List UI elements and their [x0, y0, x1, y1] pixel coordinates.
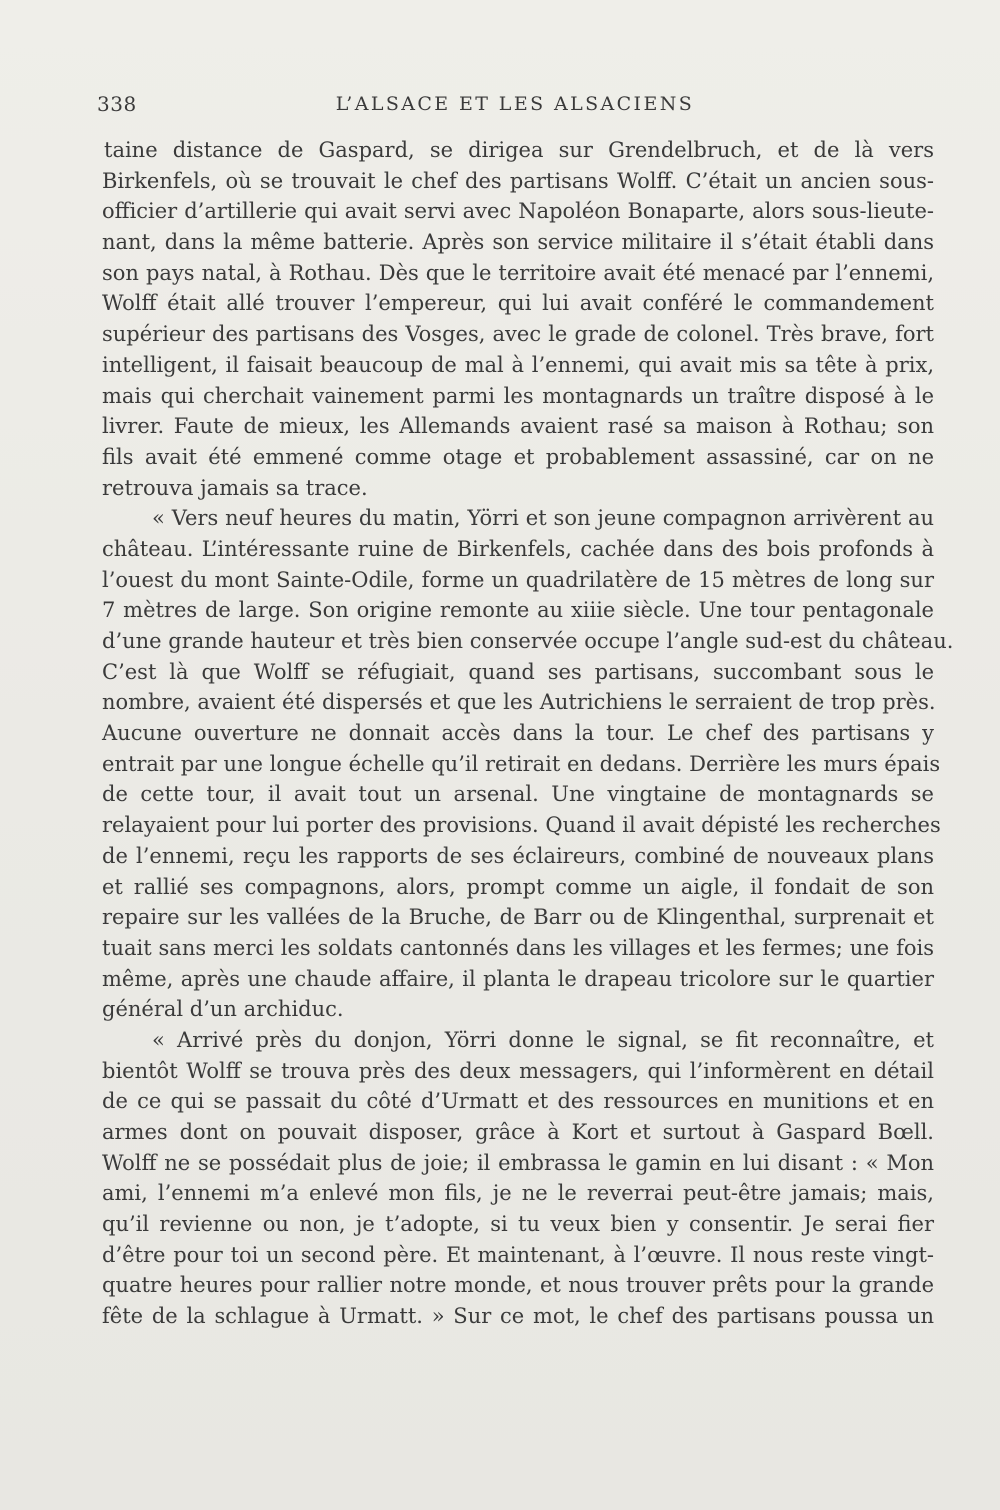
text-line: intelligent, il faisait beaucoup de mal à l’ennemi, qui avait mis sa tête à prix,	[102, 352, 934, 377]
text-line: 7 mètres de large. Son origine remonte au xiiie siècle. Une tour pentagonale	[102, 598, 934, 623]
running-title: L’ALSACE ET LES ALSACIENS	[335, 93, 695, 115]
text-line: et rallié ses compagnons, alors, prompt comme un aigle, il fondait de son	[102, 874, 934, 899]
text-line: nant, dans la même batterie. Après son service militaire il s’était établi dans	[102, 230, 934, 255]
text-line: nombre, avaient été dispersés et que les Autrichiens le serraient de trop près.	[102, 690, 936, 715]
text-line: relayaient pour lui porter des provisions. Quand il avait dépisté les recherches	[102, 813, 941, 838]
text-line: mais qui cherchait vainement parmi les montagnards un traître disposé à le	[102, 383, 934, 408]
text-line: d’être pour toi un second père. Et maintenant, à l’œuvre. Il nous reste vingt-	[102, 1242, 934, 1267]
text-line: tuait sans merci les soldats cantonnés dans les villages et les fermes; une fois	[102, 935, 934, 960]
text-line: fils avait été emmené comme otage et probablement assassiné, car on ne	[102, 444, 934, 469]
text-line: ami, l’ennemi m’a enlevé mon fils, je ne le reverrai peut-être jamais; mais,	[102, 1181, 934, 1206]
body-text	[102, 135, 954, 1332]
text-line: Aucune ouverture ne donnait accès dans la tour. Le chef des partisans y	[102, 721, 934, 746]
text-line: repaire sur les vallées de la Bruche, de Barr ou de Klingenthal, surprenait et	[102, 905, 934, 930]
page-header	[97, 90, 933, 122]
text-line: entrait par une longue échelle qu’il retirait en dedans. Derrière les murs épais	[102, 751, 941, 776]
text-line: quatre heures pour rallier notre monde, et nous trouver prêts pour la grande	[102, 1273, 934, 1298]
text-line: qu’il revienne ou non, je t’adopte, si tu veux bien y consentir. Je serai fier	[102, 1212, 934, 1237]
text-line: Wolff ne se possédait plus de joie; il embrassa le gamin en lui disant : « Mon	[102, 1150, 934, 1175]
text-line: taine distance de Gaspard, se dirigea sur Grendelbruch, et de là vers	[104, 138, 934, 162]
text-line: bientôt Wolff se trouva près des deux messagers, qui l’informèrent en détail	[102, 1058, 934, 1083]
text-line: livrer. Faute de mieux, les Allemands avaient rasé sa maison à Rothau; son	[102, 414, 934, 439]
text-line: C’est là que Wolff se réfugiait, quand ses partisans, succombant sous le	[102, 659, 934, 684]
text-line: armes dont on pouvait disposer, grâce à Kort et surtout à Gaspard Bœll.	[102, 1120, 934, 1144]
text-line: retrouva jamais sa trace.	[102, 475, 368, 500]
text-line: l’ouest du mont Sainte-Odile, forme un quadrilatère de 15 mètres de long sur	[102, 567, 934, 592]
text-line: Wolff était allé trouver l’empereur, qui lui avait conféré le commandement	[102, 291, 934, 316]
text-line: d’une grande hauteur et très bien conservée occupe l’angle sud-est du château.	[102, 629, 954, 653]
text-line: de ce qui se passait du côté d’Urmatt et des ressources en munitions et en	[102, 1089, 934, 1114]
text-line: Birkenfels, où se trouvait le chef des partisans Wolff. C’était un ancien sous-	[102, 168, 934, 193]
text-line: général d’un archiduc.	[102, 997, 344, 1022]
text-line: château. L’intéressante ruine de Birkenfels, cachée dans des bois profonds à	[102, 536, 934, 561]
text-line: officier d’artillerie qui avait servi avec Napoléon Bonaparte, alors sous-lieute-	[102, 199, 934, 224]
page-number: 338	[97, 92, 137, 116]
text-line: « Arrivé près du donjon, Yörri donne le signal, se fit reconnaître, et	[152, 1027, 934, 1052]
text-line: son pays natal, à Rothau. Dès que le territoire avait été menacé par l’ennemi,	[102, 260, 934, 285]
text-line: même, après une chaude affaire, il planta le drapeau tricolore sur le quartier	[102, 966, 934, 991]
text-line: fête de la schlague à Urmatt. » Sur ce mot, le chef des partisans poussa un	[102, 1304, 934, 1329]
text-line: « Vers neuf heures du matin, Yörri et son jeune compagnon arrivèrent au	[152, 506, 934, 531]
text-line: de l’ennemi, reçu les rapports de ses éclaireurs, combiné de nouveaux plans	[102, 843, 934, 868]
text-line: supérieur des partisans des Vosges, avec le grade de colonel. Très brave, fort	[102, 322, 934, 347]
text-line: de cette tour, il avait tout un arsenal. Une vingtaine de montagnards se	[102, 782, 934, 807]
